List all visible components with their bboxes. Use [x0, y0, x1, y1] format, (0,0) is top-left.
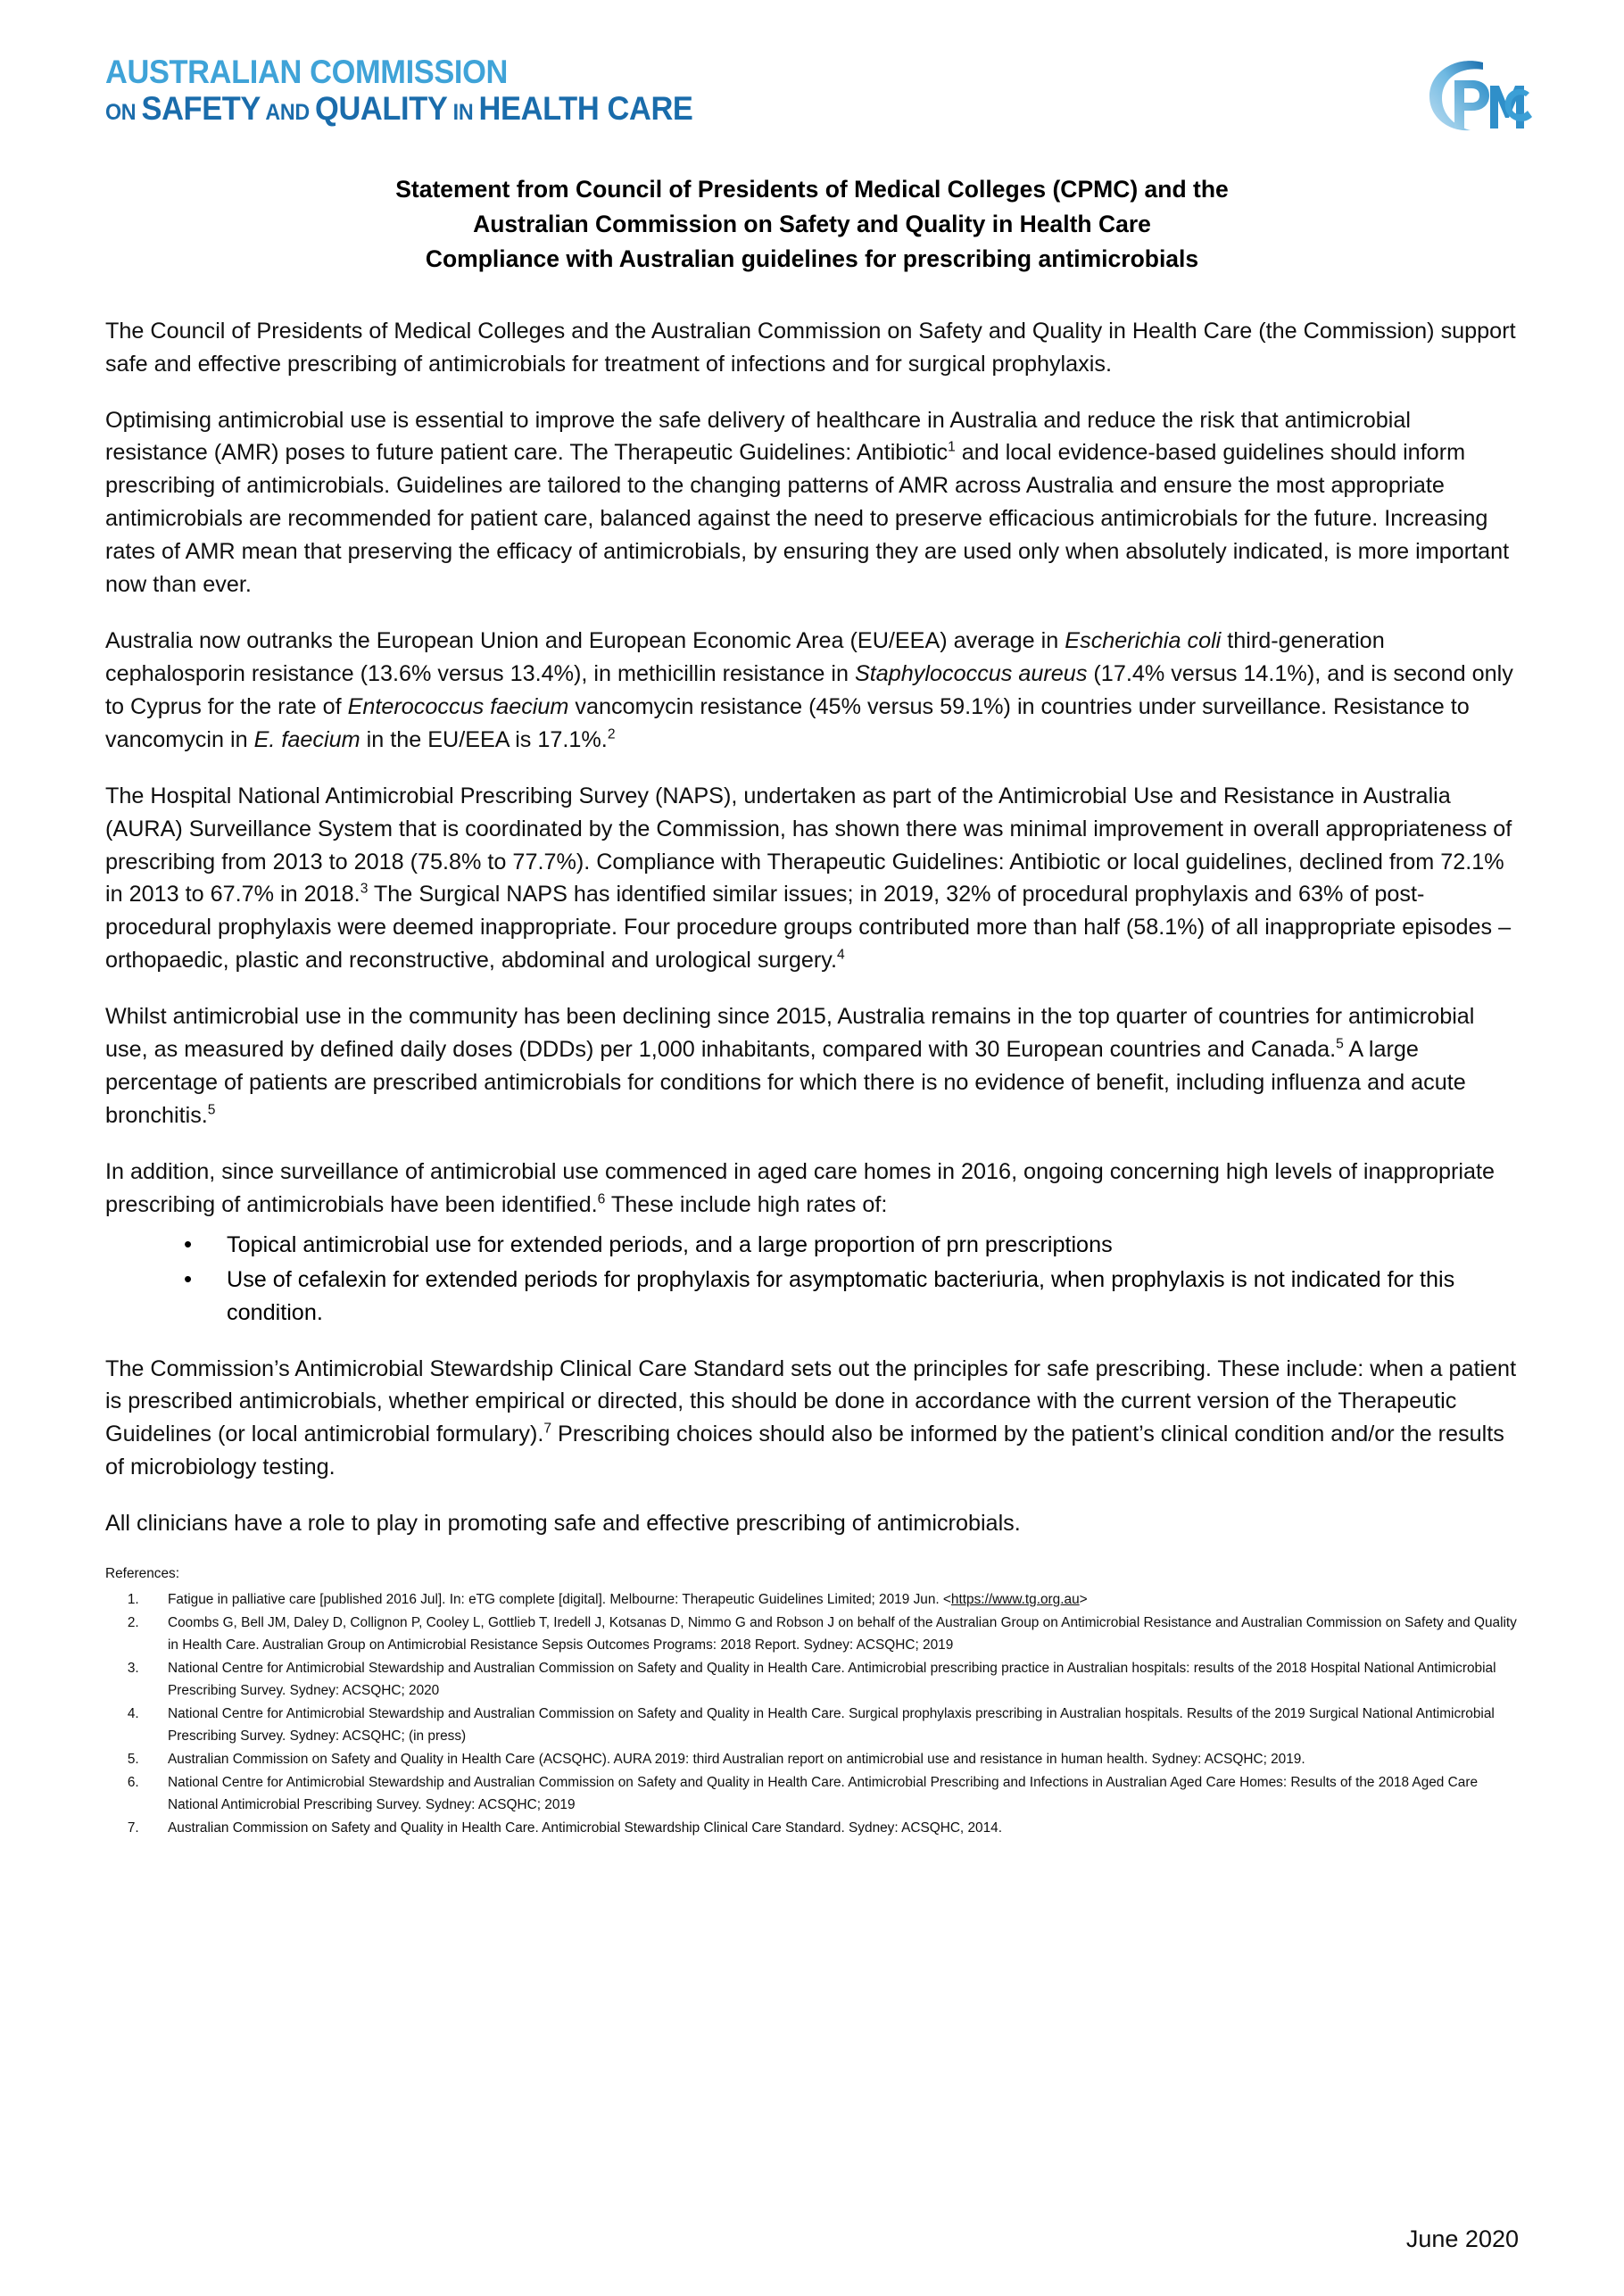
logo-word-quality: QUALITY	[315, 90, 448, 127]
reference-item-1	[143, 1589, 1519, 1612]
logo-word-safety: SAFETY	[141, 90, 261, 127]
title-line-1: Statement from Council of Presidents of Medical Colleges (CPMC) and the	[395, 176, 1229, 203]
outranks-part-a: Australia now outranks the European Union and European Economic Area (EU/EEA) average in	[105, 628, 1065, 654]
logo-word-on: ON	[105, 100, 142, 125]
document-title	[0, 172, 1624, 278]
acsqhc-logo-line2	[105, 92, 692, 125]
paragraph-community-use	[105, 1000, 1519, 1132]
naps-part-b: The Surgical NAPS has identified similar issues; in 2019, 32% of procedural prophylaxis and 63% of post-procedural prophylaxis were deemed inappropriate. Four procedure groups contributed more than half (58.1%) of all inappropriate episodes – orthopaedic, plastic and reconstructive, abdominal and urological surgery.	[105, 882, 1512, 974]
paragraph-optimising	[105, 404, 1519, 602]
footnote-ref-1: 1	[948, 440, 956, 456]
reference-item-3	[143, 1658, 1519, 1703]
closing-text: All clinicians have a role to play in promoting safe and effective prescribing of antimicrobials.	[105, 1511, 1021, 1537]
paragraph-closing	[105, 1507, 1519, 1540]
reference-text: Australian Commission on Safety and Quality in Health Care. Antimicrobial Stewardship Clinical Care Standard. Sydney: ACSQHC, 2014.	[168, 1819, 1002, 1836]
acsqhc-logo-line1: AUSTRALIAN COMMISSION	[105, 54, 508, 90]
care-standard-part-a: The Commission’s Antimicrobial Stewardship Clinical Care Standard sets out the principles for safe prescribing. These include: when a patient is prescribed antimicrobials, whether empirical or directed, this should be done in accordance with the current version of the Therapeutic Guidelines (or local antimicrobial formulary).	[105, 1355, 1517, 1447]
aged-care-part-b: These include high rates of:	[605, 1191, 888, 1217]
outranks-part-c: (17.4% versus 14.1%), and is second only to Cyprus for the rate of	[105, 660, 1513, 719]
reference-text: Fatigue in palliative care [published 2016 Jul]. In: eTG complete [digital]. Melbourne: Therapeutic Guidelines Limited; 2019 Jun. <	[168, 1592, 951, 1608]
reference-item-6	[143, 1772, 1519, 1817]
references-list	[105, 1589, 1519, 1839]
reference-text: Coombs G, Bell JM, Daley D, Collignon P, Cooley L, Gottlieb T, Iredell J, Kotsanas D, Nimmo G and Robson J on behalf of the Australian Group on Antimicrobial Resistance and Australian Commission on Safety and Quality in Health Care. Australian Group on Antimicrobial Resistance Sepsis Outcomes Programs: 2018 Report. Sydney: ACSQHC; 2019	[168, 1615, 1517, 1654]
footnote-ref-4: 4	[836, 947, 845, 963]
footnote-ref-5a: 5	[1336, 1036, 1344, 1052]
reference-text: Australian Commission on Safety and Quality in Health Care (ACSQHC). AURA 2019: third Australian report on antimicrobial use and resistance in human health. Sydney: ACSQHC; 2019.	[168, 1751, 1305, 1767]
list-item	[184, 1229, 1519, 1262]
paragraph-naps	[105, 780, 1519, 978]
outranks-part-b: third-generation cephalosporin resistance (13.6% versus 13.4%), in methicillin resistance in	[105, 628, 1385, 686]
footnote-ref-7: 7	[543, 1422, 552, 1437]
reference-item-5	[143, 1749, 1519, 1771]
community-part-a: Whilst antimicrobial use in the community has been declining since 2015, Australia remains in the top quarter of countries for antimicrobial use, as measured by defined daily doses (DDDs) per 1,000 inhabitants, compared with 30 European countries and Canada.	[105, 1004, 1475, 1063]
bullet-text-topical: Topical antimicrobial use for extended periods, and a large proportion of prn prescriptions	[227, 1231, 1113, 1257]
reference-text: National Centre for Antimicrobial Stewardship and Australian Commission on Safety and Quality in Health Care. Antimicrobial Prescribing and Infections in Australian Aged Care Homes: Results of the 2018 Aged Care National Antimicrobial Prescribing Survey. Sydney: ACSQHC; 2019	[168, 1774, 1479, 1812]
community-part-b: A large percentage of patients are prescribed antimicrobials for conditions for which there is no evidence of benefit, including influenza and acute bronchitis.	[105, 1037, 1466, 1129]
footnote-ref-2: 2	[607, 726, 616, 742]
paragraph-outranks	[105, 625, 1519, 757]
references-heading: References:	[105, 1566, 179, 1582]
document-body	[0, 315, 1624, 1541]
reference-item-4	[143, 1703, 1519, 1748]
reference-text-tail: >	[1079, 1592, 1088, 1608]
logo-word-health-care: HEALTH CARE	[478, 90, 693, 127]
reference-item-7	[143, 1818, 1519, 1840]
acsqhc-logo	[105, 55, 737, 125]
outranks-part-d: vancomycin resistance (45% versus 59.1%) in countries under surveillance. Resistance to vancomycin in	[105, 693, 1470, 752]
reference-link-tg[interactable]: https://www.tg.org.au	[950, 1592, 1080, 1608]
paragraph-care-standard	[105, 1353, 1519, 1485]
paragraph-intro	[105, 315, 1519, 381]
footer-date: June 2020	[1405, 2226, 1519, 2252]
list-item	[184, 1264, 1519, 1330]
bullet-text-cefalexin: Use of cefalexin for extended periods for prophylaxis for asymptomatic bacteriuria, when prophylaxis is not indicated for this condition.	[227, 1266, 1455, 1325]
aged-care-bullet-list	[105, 1229, 1519, 1330]
reference-text: National Centre for Antimicrobial Stewardship and Australian Commission on Safety and Quality in Health Care. Surgical prophylaxis prescribing in Australian hospitals. Results of the 2019 Surgical National Antimicrobial Prescribing Survey. Sydney: ACSQHC; (in press)	[168, 1706, 1495, 1744]
paragraph-intro-text: The Council of Presidents of Medical Colleges and the Australian Commission on Safety and Quality in Health Care (the Commission) support safe and effective prescribing of antimicrobials for treatment of infections and for surgical prophylaxis.	[105, 318, 1516, 377]
footnote-ref-3: 3	[360, 882, 369, 898]
care-standard-part-b: Prescribing choices should also be informed by the patient’s clinical condition and/or the results of microbiology testing.	[105, 1422, 1504, 1480]
title-line-3: Compliance with Australian guidelines for prescribing antimicrobials	[425, 245, 1199, 273]
footnote-ref-5b: 5	[207, 1102, 216, 1118]
logo-word-in: IN	[447, 100, 479, 125]
outranks-part-e: in the EU/EEA is 17.1%.	[360, 726, 608, 752]
document-header	[0, 0, 1624, 156]
reference-text: National Centre for Antimicrobial Stewardship and Australian Commission on Safety and Quality in Health Care. Antimicrobial prescribing practice in Australian hospitals: results of the 2018 Hospital National Antimicrobial Prescribing Survey. Sydney: ACSQHC; 2020	[168, 1661, 1496, 1699]
logo-word-and: AND	[261, 100, 316, 125]
paragraph-optimising-part2: and local evidence-based guidelines should inform prescribing of antimicrobials. Guidelines are tailored to the changing patterns of AMR across Australia and ensure the most appropriate antimicrobials are recommended for patient care, balanced against the need to preserve efficacious antimicrobials for the future. Increasing rates of AMR mean that preserving the efficacy of antimicrobials, by ensuring they are used only when absolutely indicated, is more important now than ever.	[105, 440, 1510, 598]
naps-part-a: The Hospital National Antimicrobial Prescribing Survey (NAPS), undertaken as part of the Antimicrobial Use and Resistance in Australia (AURA) Surveillance System that is coordinated by the Commission, has shown there was minimal improvement in overall appropriateness of prescribing from 2013 to 2018 (75.8% to 77.7%). Compliance with Therapeutic Guidelines: Antibiotic or local guidelines, declined from 72.1% in 2013 to 67.7% in 2018.	[105, 783, 1512, 908]
cpmc-logo-icon	[1417, 50, 1535, 136]
reference-item-2	[143, 1612, 1519, 1657]
paragraph-optimising-part1: Optimising antimicrobial use is essential to improve the safe delivery of healthcare in Australia and reduce the risk that antimicrobial resistance (AMR) poses to future patient care. The Therapeutic Guidelines: Antibiotic	[105, 407, 1411, 466]
species-e-faecium-short: E. faecium	[253, 726, 360, 752]
species-staphylococcus-aureus: Staphylococcus aureus	[854, 660, 1088, 686]
paragraph-aged-care	[105, 1156, 1519, 1222]
title-line-2: Australian Commission on Safety and Quality in Health Care	[473, 211, 1151, 238]
references-section	[0, 1563, 1624, 1840]
species-enterococcus-faecium: Enterococcus faecium	[347, 693, 569, 719]
aged-care-part-a: In addition, since surveillance of antimicrobial use commenced in aged care homes in 2016, ongoing concerning high levels of inappropriate prescribing of antimicrobials have been identified.	[105, 1158, 1495, 1217]
species-escherichia-coli: Escherichia coli	[1065, 628, 1222, 654]
footnote-ref-6: 6	[597, 1191, 606, 1207]
